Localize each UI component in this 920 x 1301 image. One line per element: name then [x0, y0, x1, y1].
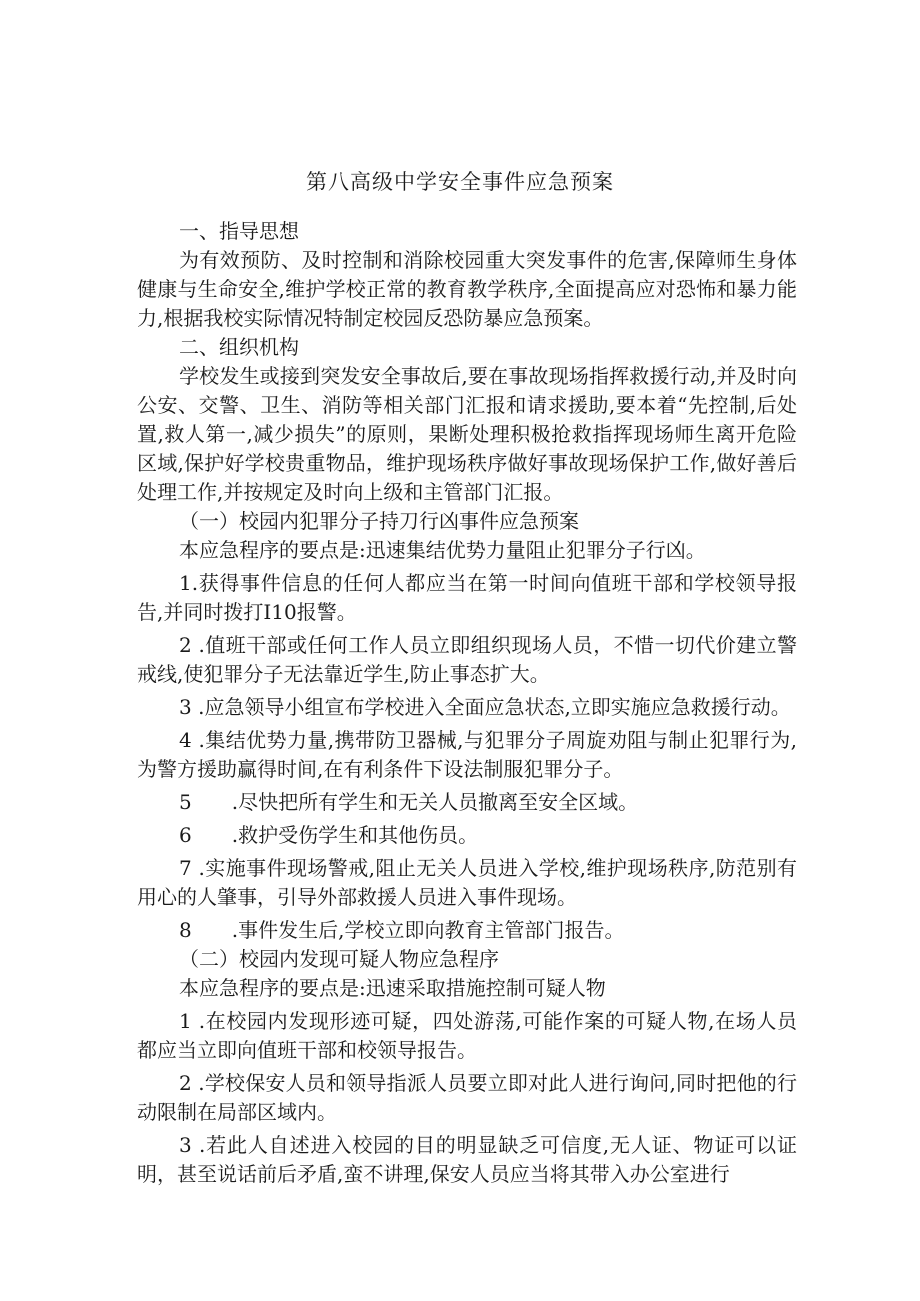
paragraph-suspicious-key-point: 本应急程序的要点是:迅速采取措施控制可疑人物 [179, 976, 606, 1000]
list-item-knife-4: 4 .集结优势力量,携带防卫器械,与犯罪分子周旋劝阻与制止犯罪行为,为警方援助赢得时间,在有利条件下设法制服犯罪分子。 [137, 728, 797, 781]
list-item-suspicious-1: 1 .在校园内发现形迹可疑，四处游荡,可能作案的可疑人物,在场人员都应当立即向值班干部和校领导报告。 [137, 1009, 797, 1062]
paragraph-guiding-thought: 为有效预防、及时控制和消除校园重大突发事件的危害,保障师生身体健康与生命安全,维护学校正常的教育教学秩序,全面提高应对恐怖和暴力能力,根据我校实际情况特制定校园反恐防暴应急预案。 [137, 248, 797, 330]
subsection-heading-knife-attack: （一）校园内犯罪分子持刀行凶事件应急预案 [179, 509, 579, 533]
list-item-knife-2: 2 .值班干部或任何工作人员立即组织现场人员，不惜一切代价建立警戒线,使犯罪分子无法靠近学生,防止事态扩大。 [137, 633, 797, 686]
list-item-knife-1: 1.获得事件信息的任何人都应当在第一时间向值班干部和学校领导报告,并同时拨打I10报警。 [137, 571, 797, 624]
list-item-knife-7: 7 .实施事件现场警戒,阻止无关人员进入学校,维护现场秩序,防范别有用心的人肇事，引导外部救援人员进入事件现场。 [137, 856, 797, 909]
document-body [137, 217, 797, 1189]
paragraph-knife-attack-key-point: 本应急程序的要点是:迅速集结优势力量阻止犯罪分子行凶。 [179, 538, 706, 562]
paragraph-organization: 学校发生或接到突发安全事故后,要在事故现场指挥救援行动,并及时向公安、交警、卫生、消防等相关部门汇报和请求援助,要本着“先控制,后处置,救人第一,减少损失”的原则，果断处理积极抢救指挥现场师生离开危险区域,保护好学校贵重物品，维护现场秩序做好事故现场保护工作,做好善后处理工作,并按规定及时向上级和主管部门汇报。 [137, 364, 797, 504]
list-item-suspicious-3: 3 .若此人自述进入校园的目的明显缺乏可信度,无人证、物证可以证明，甚至说话前后矛盾,蛮不讲理,保安人员应当将其带入办公室进行 [137, 1133, 797, 1186]
section-heading-guiding-thought: 一、指导思想 [179, 219, 299, 243]
list-item-suspicious-2: 2 .学校保安人员和领导指派人员要立即对此人进行询问,同时把他的行动限制在局部区域内。 [137, 1071, 797, 1124]
subsection-heading-suspicious-person: （二）校园内发现可疑人物应急程序 [179, 947, 499, 971]
list-item-knife-5: 5 .尽快把所有学生和无关人员撤离至安全区域。 [179, 790, 639, 814]
list-item-knife-6: 6 .救护受伤学生和其他伤员。 [179, 823, 479, 847]
list-item-knife-8: 8 .事件发生后,学校立即向教育主管部门报告。 [179, 918, 625, 942]
section-heading-organization: 二、组织机构 [179, 335, 299, 359]
list-item-knife-3: 3 .应急领导小组宣布学校进入全面应急状态,立即实施应急救援行动。 [179, 695, 791, 719]
document-title: 第八高级中学安全事件应急预案 [306, 170, 614, 194]
